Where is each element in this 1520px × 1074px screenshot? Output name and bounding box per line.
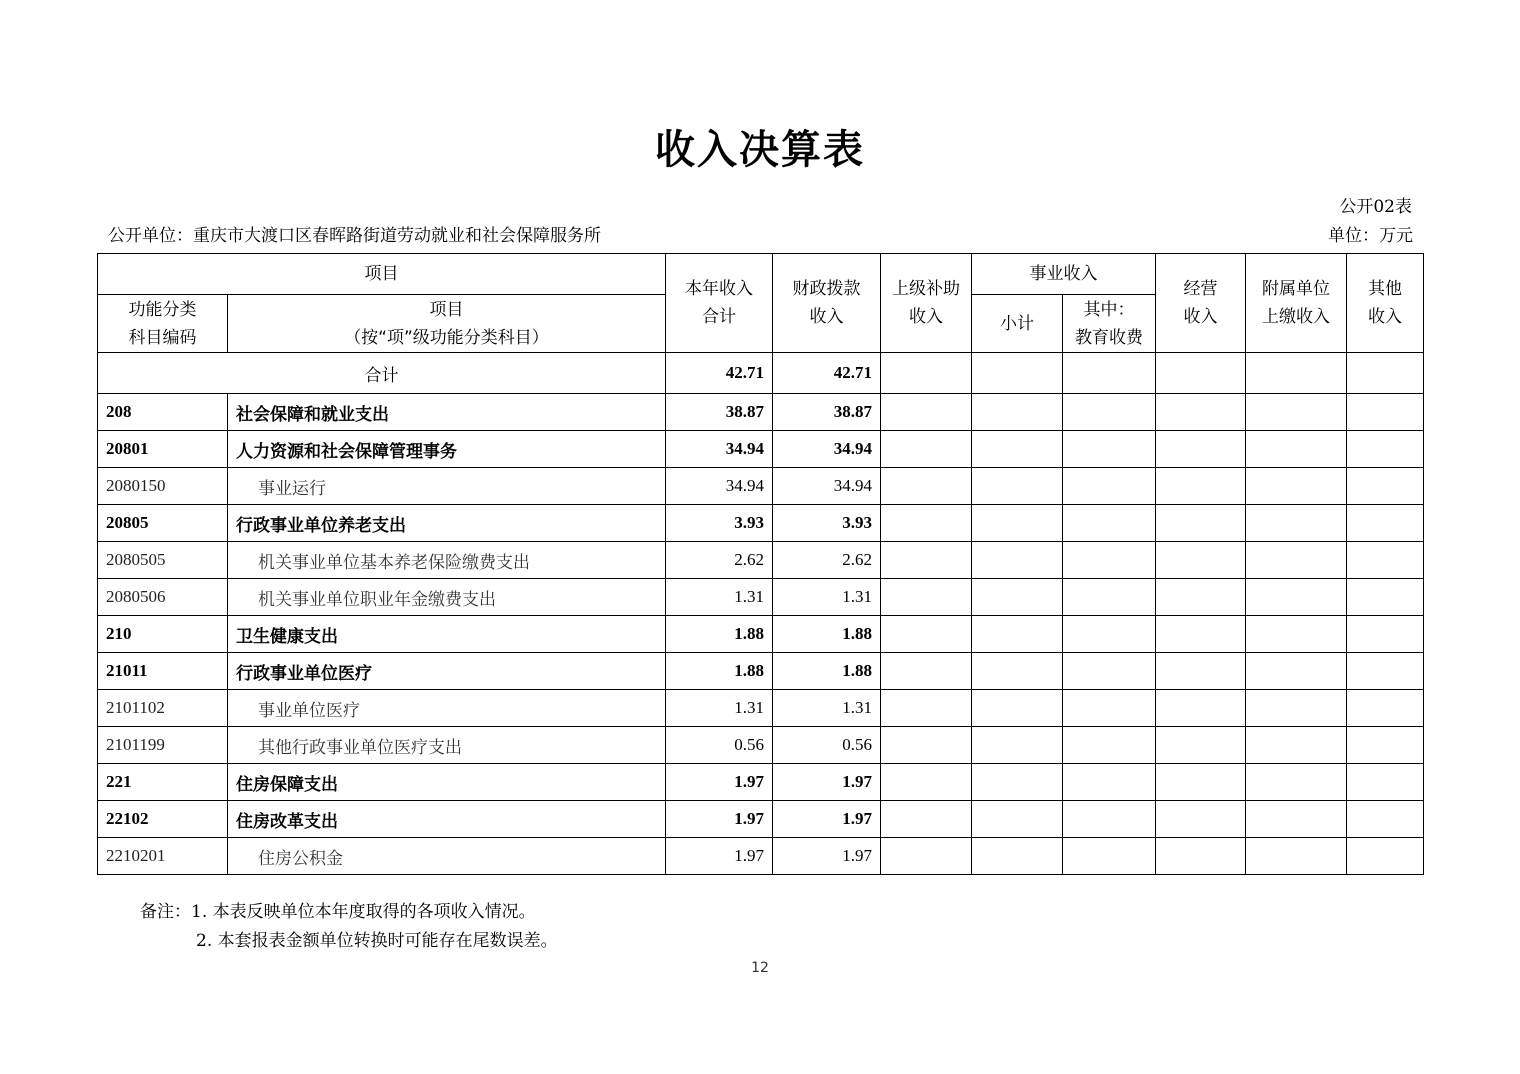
- row-code: 221: [98, 764, 228, 801]
- empty-cell: [1063, 690, 1156, 727]
- empty-cell: [1063, 801, 1156, 838]
- empty-cell: [1156, 764, 1246, 801]
- row-code: 22102: [98, 801, 228, 838]
- empty-cell: [1156, 431, 1246, 468]
- header-business-group: 事业收入: [972, 254, 1156, 295]
- empty-cell: [972, 764, 1063, 801]
- empty-cell: [1246, 542, 1347, 579]
- empty-cell: [1156, 690, 1246, 727]
- note-1: 备注：1. 本表反映单位本年度取得的各项收入情况。: [140, 902, 536, 922]
- row-name: 行政事业单位养老支出: [228, 505, 666, 542]
- row-fiscal: 1.97: [773, 764, 881, 801]
- row-code: 20805: [98, 505, 228, 542]
- empty-cell: [1246, 431, 1347, 468]
- table-row: [98, 727, 1424, 764]
- header-operating: 经营 收入: [1156, 254, 1246, 353]
- row-name: 事业单位医疗: [228, 690, 666, 727]
- row-total-income: 1.88: [666, 653, 773, 690]
- row-code: 2080150: [98, 468, 228, 505]
- row-total-income: 1.31: [666, 690, 773, 727]
- header-item-group: 项目: [98, 254, 666, 295]
- header-total-income: 本年收入 合计: [666, 254, 773, 353]
- row-name: 其他行政事业单位医疗支出: [228, 727, 666, 764]
- row-code: 2210201: [98, 838, 228, 875]
- empty-cell: [1347, 505, 1424, 542]
- empty-cell: [1347, 616, 1424, 653]
- empty-cell: [1246, 764, 1347, 801]
- row-code: 21011: [98, 653, 228, 690]
- empty-cell: [972, 690, 1063, 727]
- empty-cell: [1063, 727, 1156, 764]
- form-number: 公开02表: [1339, 197, 1412, 217]
- row-fiscal: 1.31: [773, 690, 881, 727]
- empty-cell: [881, 838, 972, 875]
- row-fiscal: 2.62: [773, 542, 881, 579]
- empty-cell: [881, 616, 972, 653]
- row-name: 机关事业单位职业年金缴费支出: [228, 579, 666, 616]
- empty-cell: [1246, 653, 1347, 690]
- row-fiscal: 0.56: [773, 727, 881, 764]
- empty-cell: [881, 690, 972, 727]
- empty-cell: [881, 801, 972, 838]
- table-row: [98, 542, 1424, 579]
- row-code: 2101199: [98, 727, 228, 764]
- empty-cell: [1347, 727, 1424, 764]
- empty-cell: [1347, 838, 1424, 875]
- empty-cell: [1246, 353, 1347, 394]
- empty-cell: [881, 764, 972, 801]
- empty-cell: [1347, 353, 1424, 394]
- table-body: [98, 394, 1424, 875]
- row-total-income: 2.62: [666, 542, 773, 579]
- row-code: 2080506: [98, 579, 228, 616]
- empty-cell: [1347, 690, 1424, 727]
- empty-cell: [1347, 394, 1424, 431]
- empty-cell: [972, 616, 1063, 653]
- header-name: 项目 （按“项”级功能分类科目）: [228, 295, 666, 353]
- table-row: [98, 690, 1424, 727]
- page-number: 12: [751, 960, 769, 976]
- empty-cell: [972, 579, 1063, 616]
- empty-cell: [881, 353, 972, 394]
- header-upper-subsidy: 上级补助 收入: [881, 254, 972, 353]
- empty-cell: [1246, 394, 1347, 431]
- header-edu-fee: 其中： 教育收费: [1063, 295, 1156, 353]
- row-code: 20801: [98, 431, 228, 468]
- header-subtotal: 小计: [972, 295, 1063, 353]
- empty-cell: [1156, 801, 1246, 838]
- money-unit: 单位：万元: [1328, 226, 1413, 246]
- empty-cell: [1246, 801, 1347, 838]
- table-row: [98, 505, 1424, 542]
- row-total-income: 0.56: [666, 727, 773, 764]
- total-label: 合计: [98, 353, 666, 394]
- row-fiscal: 1.88: [773, 616, 881, 653]
- table-row: [98, 579, 1424, 616]
- row-fiscal: 34.94: [773, 468, 881, 505]
- empty-cell: [972, 431, 1063, 468]
- empty-cell: [881, 505, 972, 542]
- row-fiscal: 1.31: [773, 579, 881, 616]
- row-fiscal: 1.97: [773, 838, 881, 875]
- empty-cell: [881, 579, 972, 616]
- empty-cell: [1063, 653, 1156, 690]
- row-name: 住房公积金: [228, 838, 666, 875]
- empty-cell: [1156, 616, 1246, 653]
- empty-cell: [1347, 431, 1424, 468]
- row-total-income: 34.94: [666, 468, 773, 505]
- empty-cell: [972, 727, 1063, 764]
- empty-cell: [1347, 801, 1424, 838]
- row-name: 事业运行: [228, 468, 666, 505]
- row-name: 机关事业单位基本养老保险缴费支出: [228, 542, 666, 579]
- total-fiscal-value: 42.71: [773, 353, 881, 394]
- empty-cell: [972, 505, 1063, 542]
- row-total-income: 3.93: [666, 505, 773, 542]
- empty-cell: [1063, 616, 1156, 653]
- empty-cell: [1063, 468, 1156, 505]
- empty-cell: [1347, 653, 1424, 690]
- row-fiscal: 34.94: [773, 431, 881, 468]
- row-code: 2101102: [98, 690, 228, 727]
- empty-cell: [1156, 653, 1246, 690]
- page-title: 收入决算表: [655, 127, 865, 173]
- empty-cell: [1156, 394, 1246, 431]
- table-row: [98, 431, 1424, 468]
- row-fiscal: 1.88: [773, 653, 881, 690]
- empty-cell: [1156, 542, 1246, 579]
- row-total-income: 1.97: [666, 801, 773, 838]
- empty-cell: [1156, 727, 1246, 764]
- header-fiscal: 财政拨款 收入: [773, 254, 881, 353]
- empty-cell: [1347, 468, 1424, 505]
- empty-cell: [1063, 764, 1156, 801]
- empty-cell: [972, 838, 1063, 875]
- empty-cell: [972, 542, 1063, 579]
- row-total-income: 38.87: [666, 394, 773, 431]
- empty-cell: [1347, 542, 1424, 579]
- empty-cell: [1246, 579, 1347, 616]
- row-name: 住房保障支出: [228, 764, 666, 801]
- row-name: 住房改革支出: [228, 801, 666, 838]
- empty-cell: [972, 353, 1063, 394]
- empty-cell: [881, 653, 972, 690]
- empty-cell: [1156, 505, 1246, 542]
- empty-cell: [972, 394, 1063, 431]
- empty-cell: [1063, 431, 1156, 468]
- empty-cell: [881, 431, 972, 468]
- row-total-income: 34.94: [666, 431, 773, 468]
- row-total-income: 1.88: [666, 616, 773, 653]
- row-fiscal: 1.97: [773, 801, 881, 838]
- empty-cell: [1063, 579, 1156, 616]
- empty-cell: [1347, 764, 1424, 801]
- row-name: 人力资源和社会保障管理事务: [228, 431, 666, 468]
- empty-cell: [1156, 468, 1246, 505]
- row-code: 208: [98, 394, 228, 431]
- header-other: 其他 收入: [1347, 254, 1424, 353]
- empty-cell: [1246, 505, 1347, 542]
- empty-cell: [881, 727, 972, 764]
- row-code: 2080505: [98, 542, 228, 579]
- empty-cell: [1156, 579, 1246, 616]
- empty-cell: [1246, 616, 1347, 653]
- empty-cell: [881, 468, 972, 505]
- empty-cell: [1156, 353, 1246, 394]
- row-total-income: 1.97: [666, 838, 773, 875]
- row-name: 行政事业单位医疗: [228, 653, 666, 690]
- empty-cell: [881, 542, 972, 579]
- empty-cell: [1246, 727, 1347, 764]
- empty-cell: [972, 801, 1063, 838]
- table-row: [98, 616, 1424, 653]
- empty-cell: [972, 468, 1063, 505]
- org-unit: 公开单位：重庆市大渡口区春晖路街道劳动就业和社会保障服务所: [108, 226, 601, 246]
- row-code: 210: [98, 616, 228, 653]
- empty-cell: [1063, 838, 1156, 875]
- empty-cell: [972, 653, 1063, 690]
- table-row: [98, 468, 1424, 505]
- row-total-income: 1.97: [666, 764, 773, 801]
- header-affiliated: 附属单位 上缴收入: [1246, 254, 1347, 353]
- empty-cell: [1156, 838, 1246, 875]
- total-income-value: 42.71: [666, 353, 773, 394]
- empty-cell: [1063, 505, 1156, 542]
- table-row: [98, 838, 1424, 875]
- row-fiscal: 38.87: [773, 394, 881, 431]
- table-row: [98, 653, 1424, 690]
- notes: [140, 898, 558, 956]
- empty-cell: [1246, 838, 1347, 875]
- empty-cell: [1347, 579, 1424, 616]
- table-row: [98, 801, 1424, 838]
- empty-cell: [1246, 468, 1347, 505]
- empty-cell: [881, 394, 972, 431]
- empty-cell: [1063, 353, 1156, 394]
- empty-cell: [1246, 690, 1347, 727]
- header-code: 功能分类 科目编码: [98, 295, 228, 353]
- note-2: 2. 本套报表金额单位转换时可能存在尾数误差。: [196, 931, 558, 951]
- row-name: 社会保障和就业支出: [228, 394, 666, 431]
- row-fiscal: 3.93: [773, 505, 881, 542]
- empty-cell: [1063, 394, 1156, 431]
- row-name: 卫生健康支出: [228, 616, 666, 653]
- empty-cell: [1063, 542, 1156, 579]
- table-row: [98, 394, 1424, 431]
- row-total-income: 1.31: [666, 579, 773, 616]
- table-row: [98, 764, 1424, 801]
- income-table: [97, 253, 1424, 875]
